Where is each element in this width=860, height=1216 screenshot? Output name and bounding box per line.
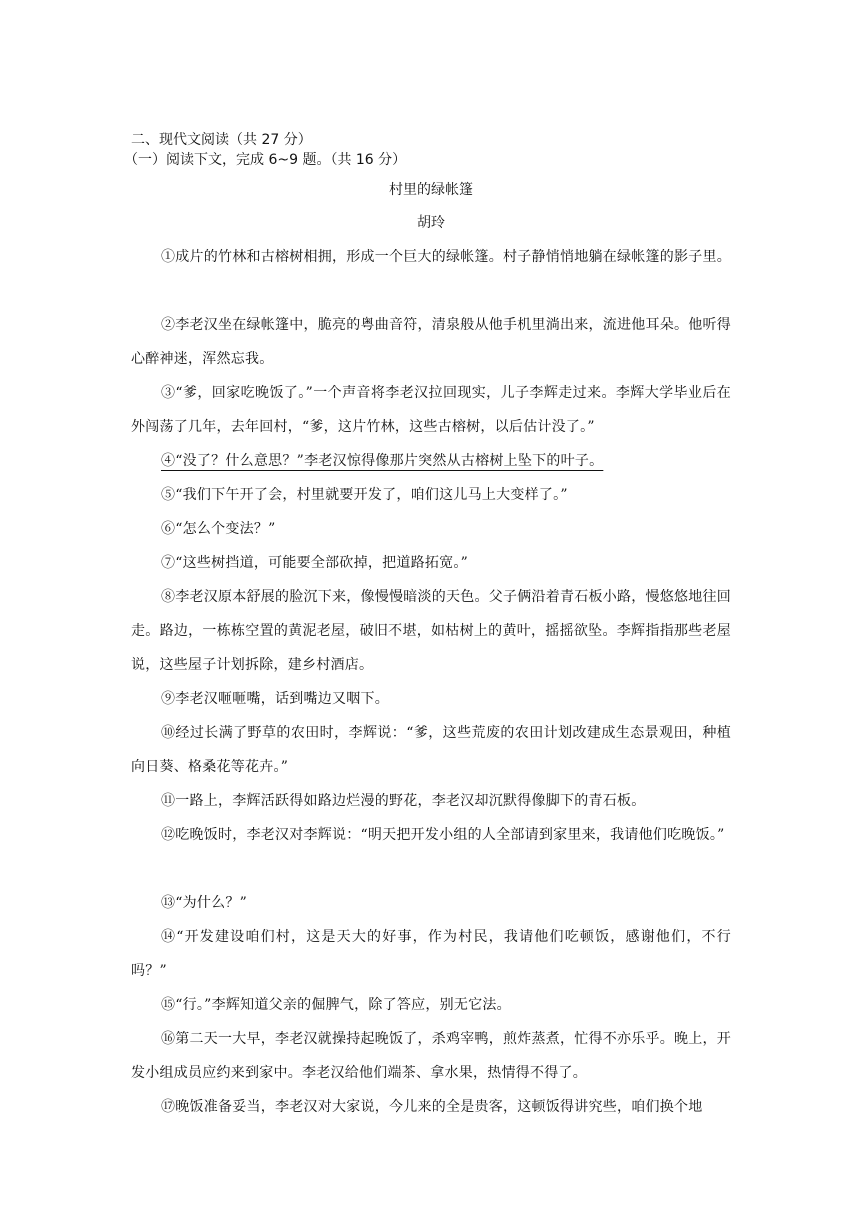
paragraph-2: ②李老汉坐在绿帐篷中，脆亮的粤曲音符，清泉般从他手机里淌出来，流进他耳朵。他听得心醉神迷，浑然忘我。 bbox=[131, 317, 731, 367]
paragraph-3: ③“爹，回家吃晚饭了。”一个声音将李老汉拉回现实，儿子李辉走过来。李辉大学毕业后在外闯荡了几年，去年回村，“爹，这片竹林，这些古榕树，以后估计没了。” bbox=[131, 385, 731, 435]
paragraph-13: ⑬“为什么？” bbox=[161, 895, 248, 911]
paragraph-10: ⑩经过长满了野草的农田时，李辉说：“爹，这些荒废的农田计划改建成生态景观田，种植向日葵、格桑花等花卉。” bbox=[131, 725, 731, 775]
paragraph-1: ①成片的竹林和古榕树相拥，形成一个巨大的绿帐篷。村子静悄悄地躺在绿帐篷的影子里。 bbox=[161, 249, 731, 265]
paragraph-16: ⑯第二天一大早，李老汉就操持起晚饭了，杀鸡宰鸭，煎炸蒸煮，忙得不亦乐乎。晚上，开发小组成员应约来到家中。李老汉给他们端茶、拿水果，热情得不得了。 bbox=[131, 1031, 731, 1081]
paragraph-4-text: ④“没了？什么意思？”李老汉惊得像那片突然从古榕树上坠下的叶子。 bbox=[161, 453, 604, 469]
article-author: 胡玲 bbox=[417, 215, 445, 231]
paragraph-8: ⑧李老汉原本舒展的脸沉下来，像慢慢暗淡的天色。父子俩沿着青石板小路，慢悠悠地往回走。路边，一栋栋空置的黄泥老屋，破旧不堪，如枯树上的黄叶，摇摇欲坠。李辉指指那些老屋说，这些屋子计划拆除，建乡村酒店。 bbox=[131, 589, 731, 673]
paragraph-11: ⑪一路上，李辉活跃得如路边烂漫的野花，李老汉却沉默得像脚下的青石板。 bbox=[161, 793, 646, 809]
paragraph-17: ⑰晚饭准备妥当，李老汉对大家说，今儿来的全是贵客，这顿饭得讲究些，咱们换个地 bbox=[161, 1099, 703, 1115]
paragraph-9: ⑨李老汉咂咂嘴，话到嘴边又咽下。 bbox=[161, 691, 389, 707]
paragraph-7: ⑦“这些树挡道，可能要全部砍掉，把道路拓宽。” bbox=[161, 555, 469, 571]
paragraph-5: ⑤“我们下午开了会，村里就要开发了，咱们这儿马上大变样了。” bbox=[161, 487, 568, 503]
article-title: 村里的绿帐篷 bbox=[389, 182, 473, 198]
section-title: 二、现代文阅读（共 27 分） bbox=[131, 132, 312, 148]
paragraph-6: ⑥“怎么个变法？” bbox=[161, 521, 276, 537]
paragraph-14: ⑭“开发建设咱们村，这是天大的好事，作为村民，我请他们吃顿饭，感谢他们，不行吗？” bbox=[131, 929, 731, 979]
paragraph-4-underlined bbox=[131, 444, 731, 478]
paragraph-12: ⑫吃晚饭时，李老汉对李辉说：“明天把开发小组的人全部请到家里来，我请他们吃晚饭。” bbox=[161, 827, 725, 843]
sub-title: （一）阅读下文，完成 6~9 题。（共 16 分） bbox=[124, 152, 407, 168]
paragraph-15: ⑮“行。”李辉知道父亲的倔脾气，除了答应，别无它法。 bbox=[161, 997, 511, 1013]
